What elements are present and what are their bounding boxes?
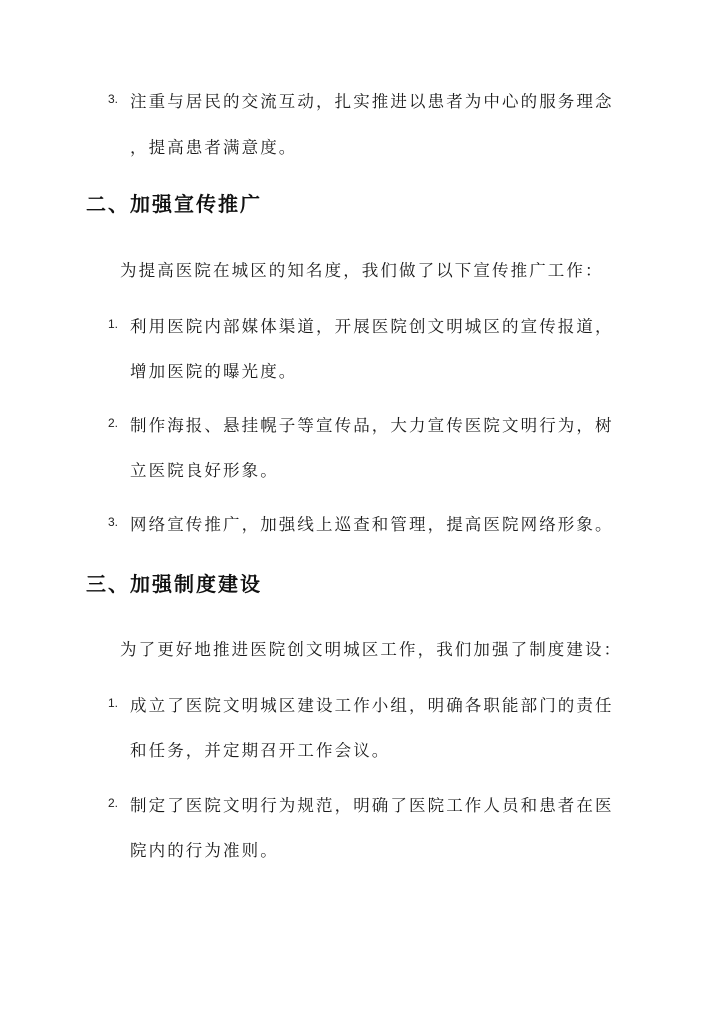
- list-item-number: 3.: [108, 92, 119, 106]
- list-item-number: 1.: [108, 696, 119, 710]
- list-item-line: 制定了医院文明行为规范，明确了医院工作人员和患者在医: [130, 796, 614, 815]
- list-item-line: 注重与居民的交流互动，扎实推进以患者为中心的服务理念: [130, 92, 614, 111]
- list-item-line: 利用医院内部媒体渠道，开展医院创文明城区的宣传报道，: [130, 317, 614, 336]
- list-item-number: 2.: [108, 416, 119, 430]
- list-item-number: 2.: [108, 796, 119, 810]
- list-item-line: 制作海报、悬挂幌子等宣传品，大力宣传医院文明行为，树: [130, 416, 614, 435]
- list-item-line: 立医院良好形象。: [130, 461, 279, 480]
- list-item-number: 3.: [108, 515, 119, 529]
- list-item-line: 成立了医院文明城区建设工作小组，明确各职能部门的责任: [130, 696, 614, 715]
- section-heading: 二、加强宣传推广: [86, 192, 262, 216]
- list-item-line: ，提高患者满意度。: [130, 138, 298, 157]
- section-heading: 三、加强制度建设: [86, 572, 262, 596]
- list-item-number: 1.: [108, 317, 119, 331]
- section-intro: 为了更好地推进医院创文明城区工作，我们加强了制度建设：: [120, 640, 623, 659]
- list-item-line: 院内的行为准则。: [130, 841, 279, 860]
- list-item-line: 增加医院的曝光度。: [130, 362, 298, 381]
- section-intro: 为提高医院在城区的知名度，我们做了以下宣传推广工作：: [120, 261, 604, 280]
- list-item-line: 和任务，并定期召开工作会议。: [130, 741, 391, 760]
- list-item-line: 网络宣传推广，加强线上巡查和管理，提高医院网络形象。: [130, 515, 614, 534]
